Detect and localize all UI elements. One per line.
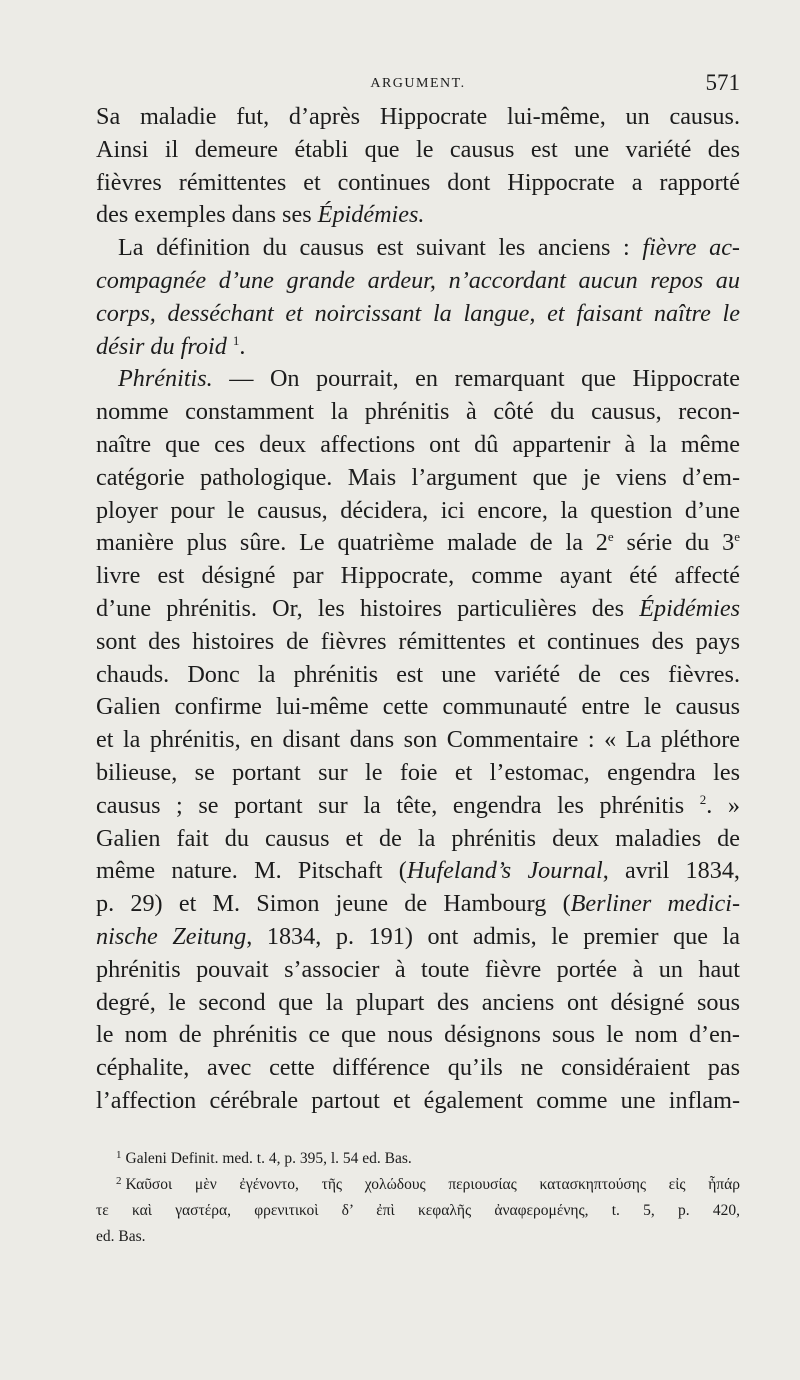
text-line xyxy=(96,691,740,724)
superscript: e xyxy=(607,529,614,545)
text-segment: sont des histoires de fièvres rémittentes et continues des pays xyxy=(96,627,740,655)
text-line xyxy=(96,757,740,790)
text-line xyxy=(96,363,740,396)
text-line xyxy=(96,954,740,987)
text-line xyxy=(96,265,740,298)
footnotes xyxy=(96,1146,740,1250)
footnote-text: Καῦσοι μὲν ἐγένοντο, τῆς χολώδους περιουσίας κατασκηπτούσης εἰς ἧπάρ xyxy=(125,1176,740,1193)
main-text xyxy=(96,101,740,1118)
text-segment: degré, le second que la plupart des anciens ont désigné sous xyxy=(96,988,740,1016)
text-line xyxy=(96,921,740,954)
text-segment: série du 3 xyxy=(613,529,735,557)
text-segment: , avril 1834, xyxy=(602,857,740,885)
text-segment: Galien confirme lui-même cette communauté entre le causus xyxy=(96,693,740,721)
italic-title: Hufeland’s Journal xyxy=(406,857,603,885)
text-line xyxy=(96,855,740,888)
footnote-marker: 2 xyxy=(116,1175,122,1187)
text-segment: l’affection cérébrale partout et également comme une inflam- xyxy=(96,1086,740,1114)
running-head: ARGUMENT. xyxy=(370,76,466,91)
text-line xyxy=(96,790,740,823)
text-line xyxy=(96,232,740,265)
text-segment: livre est désigné par Hippocrate, comme ayant été affecté xyxy=(96,562,740,590)
text-segment: catégorie pathologique. Mais l’argument que je viens d’em- xyxy=(96,463,740,491)
text-line xyxy=(96,331,740,364)
text-segment: même nature. M. Pitschaft ( xyxy=(96,857,407,885)
text-segment: , 1834, p. 191) ont admis, le premier que la xyxy=(246,922,740,950)
italic-quote: corps, desséchant et noircissant la langue, et faisant naître le xyxy=(96,299,740,327)
text-segment: Galien fait du causus et de la phrénitis deux maladies de xyxy=(96,824,740,852)
footnote-1 xyxy=(96,1146,740,1172)
section-label: Phrénitis. xyxy=(118,365,213,393)
text-line xyxy=(96,462,740,495)
text-segment: phrénitis pouvait s’associer à toute fièvre portée à un haut xyxy=(96,955,740,983)
italic-title: Berliner medici- xyxy=(570,890,740,918)
page-number: 571 xyxy=(705,70,740,95)
text-line xyxy=(96,1085,740,1118)
text-line xyxy=(96,593,740,626)
text-segment: chauds. Donc la phrénitis est une variété de ces fièvres. xyxy=(96,660,740,688)
text-line xyxy=(96,659,740,692)
text-line xyxy=(96,987,740,1020)
text-segment: Ainsi il demeure établi que le causus est une variété des xyxy=(96,135,740,163)
footnote-ref[interactable]: 2 xyxy=(699,791,707,807)
text-segment: céphalite, avec cette différence qu’ils ne considéraient pas xyxy=(96,1054,740,1082)
footnote-text: ed. Bas. xyxy=(96,1228,146,1245)
text-segment: bilieuse, se portant sur le foie et l’estomac, engendra les xyxy=(96,758,740,786)
text-segment: — On pourrait, en remarquant que Hippocrate xyxy=(212,365,740,393)
text-segment: manière plus sûre. Le quatrième malade de la 2 xyxy=(96,529,608,557)
footnote-2-line-3 xyxy=(96,1224,740,1250)
text-segment: Sa maladie fut, d’après Hippocrate lui-même, un causus. xyxy=(96,103,740,130)
text-segment: nomme constamment la phrénitis à côté du causus, recon- xyxy=(96,398,740,426)
text-segment: naître que ces deux affections ont dû appartenir à la même xyxy=(96,430,740,458)
text-line xyxy=(96,560,740,593)
italic-quote: fièvre ac- xyxy=(642,234,740,262)
footnote-ref[interactable]: 1 xyxy=(232,332,240,348)
italic-title: nische Zeitung xyxy=(96,922,247,950)
italic-title: Épidémies. xyxy=(317,201,425,229)
text-line xyxy=(96,199,740,232)
text-line xyxy=(96,1052,740,1085)
text-line xyxy=(96,396,740,429)
footnote-2-line-2 xyxy=(96,1198,740,1224)
text-line xyxy=(96,823,740,856)
text-segment: ployer pour le causus, décidera, ici encore, la question d’une xyxy=(96,496,740,524)
text-line xyxy=(96,298,740,331)
text-line xyxy=(96,626,740,659)
text-line xyxy=(96,495,740,528)
italic-quote: compagnée d’une grande ardeur, n’accordant aucun repos au xyxy=(96,266,740,294)
italic-quote: désir du froid xyxy=(96,332,227,360)
text-segment: d’une phrénitis. Or, les histoires particulières des xyxy=(96,594,640,622)
text-line xyxy=(96,167,740,200)
text-segment: . xyxy=(239,332,246,360)
text-segment: . » xyxy=(706,791,740,819)
text-line xyxy=(96,134,740,167)
text-line xyxy=(96,888,740,921)
footnote-text: τε καὶ γαστέρα, φρενιτικοὶ δ’ ἐπὶ κεφαλῆς ἀναφερομένης, t. 5, p. 420, xyxy=(96,1202,740,1219)
footnote-2 xyxy=(96,1172,740,1198)
text-segment: La définition du causus est suivant les anciens : xyxy=(118,234,643,262)
superscript: e xyxy=(734,529,740,545)
text-segment: et la phrénitis, en disant dans son Commentaire : « La pléthore xyxy=(96,726,740,754)
text-segment: des exemples dans ses xyxy=(96,201,318,229)
text-line xyxy=(96,1019,740,1052)
text-segment: le nom de phrénitis ce que nous désignons sous le nom d’en- xyxy=(96,1021,740,1049)
footnote-marker: 1 xyxy=(116,1149,122,1161)
text-line xyxy=(96,527,740,560)
text-line xyxy=(96,724,740,757)
footnote-text: Galeni Definit. med. t. 4, p. 395, l. 54 ed. Bas. xyxy=(125,1150,412,1167)
text-segment: p. 29) et M. Simon jeune de Hambourg ( xyxy=(96,890,571,918)
italic-title: Épidémies xyxy=(639,594,740,622)
text-line xyxy=(96,429,740,462)
text-line xyxy=(96,101,740,134)
page-header xyxy=(96,70,740,100)
text-segment: causus ; se portant sur la tête, engendra les phrénitis xyxy=(96,791,685,819)
text-segment: fièvres rémittentes et continues dont Hippocrate a rapporté xyxy=(96,168,740,196)
